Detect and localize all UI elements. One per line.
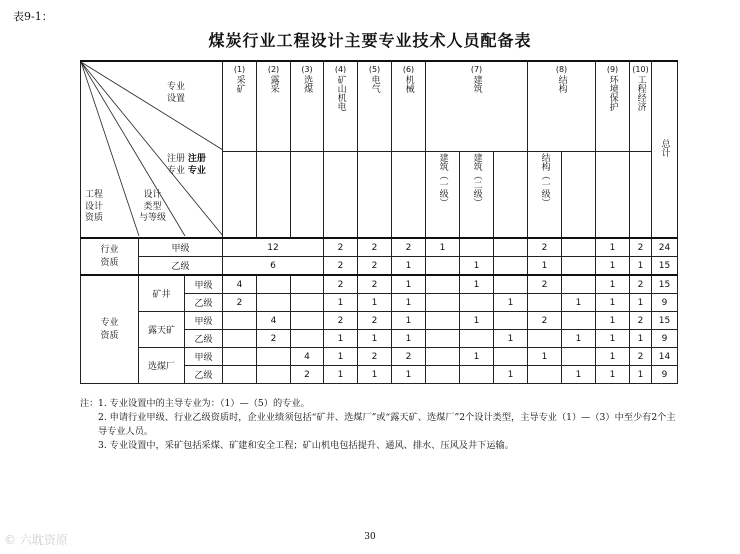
value-cell	[426, 294, 460, 312]
value-cell: 2	[257, 330, 291, 348]
value-cell	[426, 366, 460, 384]
value-cell: 1	[358, 330, 392, 348]
reg-cell	[596, 152, 630, 239]
header-major-9: (9) 环境保护	[596, 61, 630, 152]
table-row	[81, 312, 678, 330]
footnote-lead: 注：	[80, 398, 99, 409]
value-cell: 1	[392, 330, 426, 348]
reg-architecture-1: 建筑（一级）	[426, 152, 460, 239]
value-cell: 12	[223, 238, 324, 257]
value-cell	[528, 330, 562, 348]
value-cell: 1	[596, 330, 630, 348]
value-cell	[257, 294, 291, 312]
value-cell	[223, 348, 257, 366]
value-cell	[426, 348, 460, 366]
value-cell: 2	[358, 275, 392, 294]
reg-structure-1: 结构（一级）	[528, 152, 562, 239]
value-cell: 1	[596, 238, 630, 257]
value-cell: 2	[630, 238, 652, 257]
value-cell	[426, 257, 460, 276]
value-cell: 1	[460, 312, 494, 330]
value-cell: 1	[494, 330, 528, 348]
value-cell	[562, 312, 596, 330]
corner-design-type: 设计 类型 与等级	[139, 190, 167, 224]
total-cell: 15	[652, 312, 678, 330]
header-major-1: (1) 采矿	[223, 61, 257, 152]
value-cell: 2	[630, 312, 652, 330]
corner-registered-major: 注册 注册 专业 专业	[167, 154, 206, 176]
reg-cell	[291, 152, 324, 239]
value-cell	[528, 294, 562, 312]
value-cell: 1	[460, 257, 494, 276]
value-cell: 1	[358, 366, 392, 384]
value-cell: 1	[630, 294, 652, 312]
table-row	[81, 348, 678, 366]
reg-cell	[257, 152, 291, 239]
value-cell: 1	[392, 257, 426, 276]
header-major-10: (10) 工程经济	[630, 61, 652, 152]
value-cell: 1	[392, 312, 426, 330]
grade-cell: 甲级	[139, 238, 223, 257]
total-cell: 9	[652, 330, 678, 348]
value-cell: 2	[223, 294, 257, 312]
value-cell: 1	[630, 257, 652, 276]
value-cell	[494, 312, 528, 330]
footnote-3: 3. 专业设置中，采矿包括采煤、矿建和安全工程；矿山机电包括提升、通风、排水、压风及井下运输。	[98, 440, 514, 451]
value-cell: 1	[596, 275, 630, 294]
grade-cell: 甲级	[185, 312, 223, 330]
value-cell	[291, 275, 324, 294]
value-cell: 1	[528, 257, 562, 276]
value-cell	[291, 294, 324, 312]
value-cell	[257, 366, 291, 384]
grade-cell: 乙级	[185, 330, 223, 348]
value-cell: 2	[358, 312, 392, 330]
header-major-2: (2) 露采	[257, 61, 291, 152]
value-cell: 2	[358, 257, 392, 276]
value-cell	[494, 238, 528, 257]
value-cell: 6	[223, 257, 324, 276]
value-cell: 1	[324, 330, 358, 348]
value-cell: 1	[494, 366, 528, 384]
value-cell	[562, 257, 596, 276]
table-row	[81, 275, 678, 294]
value-cell: 2	[324, 312, 358, 330]
value-cell: 2	[324, 275, 358, 294]
value-cell	[460, 330, 494, 348]
header-major-8: (8) 结构	[528, 61, 596, 152]
value-cell: 2	[528, 275, 562, 294]
value-cell	[494, 275, 528, 294]
header-major-4: (4) 矿山机电	[324, 61, 358, 152]
total-cell: 15	[652, 257, 678, 276]
reg-cell	[494, 152, 528, 239]
reg-cell	[358, 152, 392, 239]
watermark: © 六耽资原	[4, 533, 68, 547]
value-cell: 2	[291, 366, 324, 384]
value-cell: 1	[324, 348, 358, 366]
value-cell	[460, 366, 494, 384]
value-cell: 1	[324, 294, 358, 312]
type-opencast: 露天矿	[139, 312, 185, 348]
value-cell	[257, 348, 291, 366]
total-cell: 15	[652, 275, 678, 294]
value-cell: 2	[324, 238, 358, 257]
value-cell: 1	[494, 294, 528, 312]
value-cell	[426, 275, 460, 294]
value-cell: 1	[392, 366, 426, 384]
value-cell: 1	[630, 330, 652, 348]
table-row	[81, 238, 678, 257]
footnotes	[80, 397, 680, 453]
staffing-table	[80, 60, 678, 384]
header-major-5: (5) 电气	[358, 61, 392, 152]
value-cell: 4	[257, 312, 291, 330]
total-cell: 9	[652, 294, 678, 312]
corner-major-setup: 专业 设置	[167, 82, 186, 104]
reg-cell	[324, 152, 358, 239]
type-prep-plant: 选煤厂	[139, 348, 185, 384]
value-cell: 1	[596, 312, 630, 330]
reg-cell	[562, 152, 596, 239]
value-cell: 1	[562, 294, 596, 312]
value-cell: 2	[392, 238, 426, 257]
value-cell: 1	[596, 366, 630, 384]
total-cell: 14	[652, 348, 678, 366]
reg-cell	[630, 152, 652, 239]
footnote-2: 2. 申请行业甲级、行业乙级资质时，企业业绩须包括“矿井、选煤厂”或“露天矿、选煤厂”2个设计类型，主导专业（1）—（3）中至少有2个主导专业人员。	[98, 412, 676, 437]
value-cell	[562, 348, 596, 366]
group-industry: 行业 资质	[81, 238, 139, 275]
value-cell	[562, 275, 596, 294]
reg-architecture-2: 建筑（二级）	[460, 152, 494, 239]
value-cell	[460, 294, 494, 312]
value-cell	[460, 238, 494, 257]
header-major-3: (3) 选煤	[291, 61, 324, 152]
group-major: 专业 资质	[81, 275, 139, 384]
header-major-7: (7) 建筑	[426, 61, 528, 152]
table-label: 表9-1：	[13, 10, 53, 23]
value-cell	[223, 366, 257, 384]
value-cell: 1	[324, 366, 358, 384]
total-cell: 24	[652, 238, 678, 257]
value-cell	[426, 330, 460, 348]
table-row	[81, 257, 678, 276]
value-cell: 1	[426, 238, 460, 257]
value-cell: 1	[596, 257, 630, 276]
value-cell: 1	[358, 294, 392, 312]
value-cell	[562, 238, 596, 257]
value-cell	[223, 312, 257, 330]
total-cell: 9	[652, 366, 678, 384]
page-title: 煤炭行业工程设计主要专业技术人员配备表	[208, 31, 532, 50]
footnote-1: 1. 专业设置中的主导专业为：（1）—（5）的专业。	[98, 398, 310, 409]
value-cell: 2	[630, 275, 652, 294]
value-cell: 1	[528, 348, 562, 366]
value-cell: 1	[630, 366, 652, 384]
value-cell: 1	[562, 366, 596, 384]
value-cell	[291, 330, 324, 348]
value-cell: 1	[596, 294, 630, 312]
corner-qualification: 工程 设计 资质	[85, 190, 104, 224]
value-cell	[257, 275, 291, 294]
grade-cell: 甲级	[185, 348, 223, 366]
value-cell: 2	[528, 312, 562, 330]
grade-cell: 乙级	[139, 257, 223, 276]
value-cell	[494, 348, 528, 366]
corner-header-cell	[81, 61, 223, 238]
grade-cell: 乙级	[185, 294, 223, 312]
value-cell: 2	[358, 348, 392, 366]
value-cell: 4	[291, 348, 324, 366]
value-cell: 2	[392, 348, 426, 366]
value-cell: 2	[528, 238, 562, 257]
value-cell	[426, 312, 460, 330]
value-cell: 2	[630, 348, 652, 366]
header-major-6: (6) 机械	[392, 61, 426, 152]
reg-cell	[223, 152, 257, 239]
value-cell	[223, 330, 257, 348]
value-cell: 1	[392, 275, 426, 294]
value-cell	[528, 366, 562, 384]
value-cell: 1	[460, 348, 494, 366]
value-cell: 4	[223, 275, 257, 294]
value-cell: 1	[392, 294, 426, 312]
reg-cell	[392, 152, 426, 239]
page-number: 30	[364, 532, 376, 542]
value-cell: 1	[562, 330, 596, 348]
grade-cell: 乙级	[185, 366, 223, 384]
value-cell	[494, 257, 528, 276]
value-cell	[291, 312, 324, 330]
grade-cell: 甲级	[185, 275, 223, 294]
value-cell: 2	[324, 257, 358, 276]
type-mine: 矿井	[139, 275, 185, 312]
value-cell: 1	[460, 275, 494, 294]
value-cell: 2	[358, 238, 392, 257]
value-cell: 1	[596, 348, 630, 366]
header-total: 总计	[652, 61, 678, 238]
